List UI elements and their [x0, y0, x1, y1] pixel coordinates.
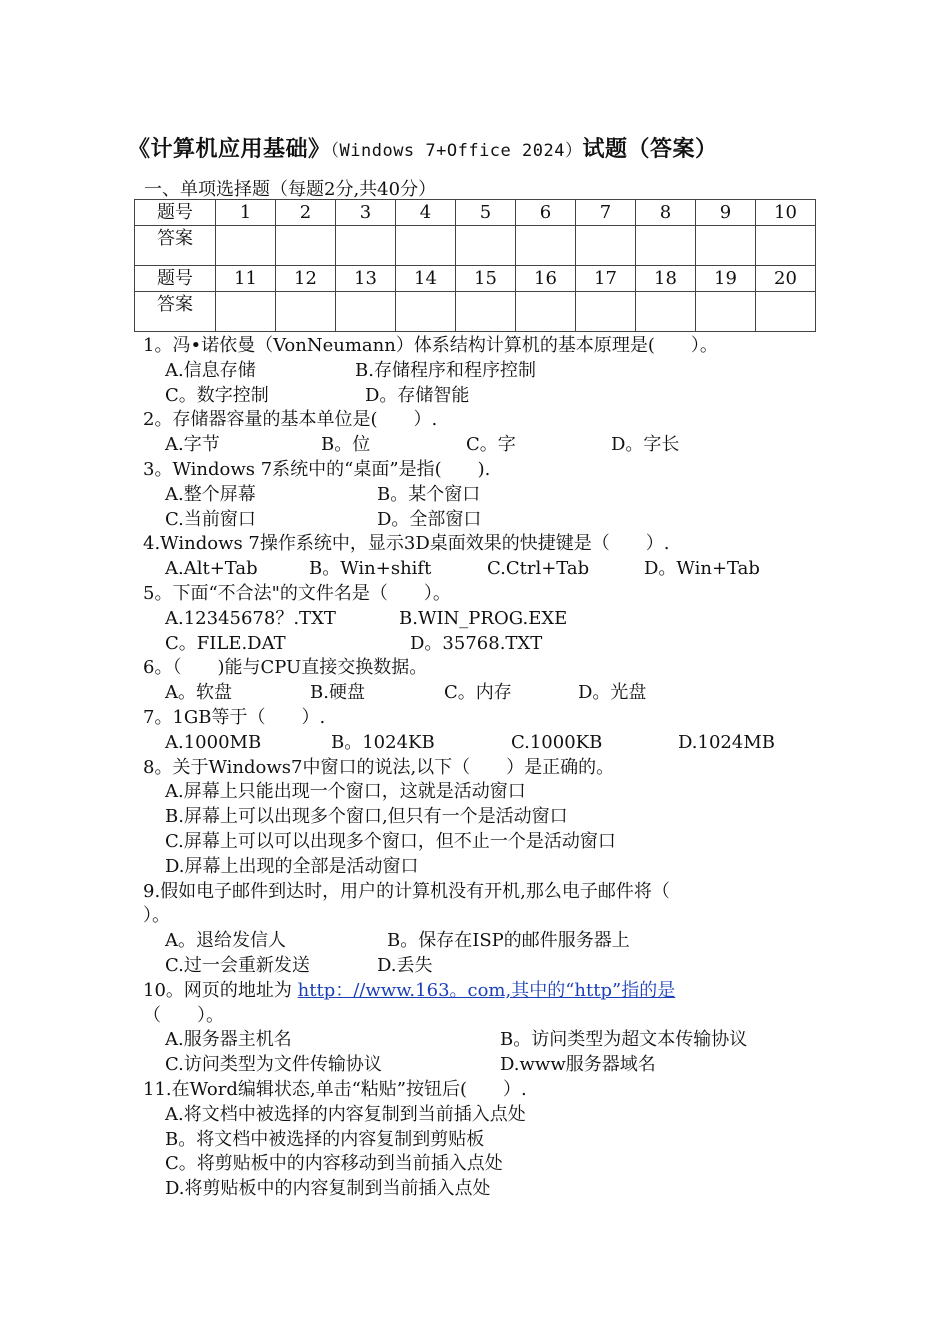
number-cell: 12 — [276, 266, 336, 292]
label-cell: 题号 — [135, 266, 216, 292]
option-row — [143, 830, 823, 855]
option[interactable]: B。1024KB — [331, 731, 435, 753]
question-list — [143, 334, 823, 1202]
table-row — [135, 200, 816, 226]
option[interactable]: D.www服务器域名 — [500, 1054, 656, 1076]
option[interactable]: A.屏幕上只能出现一个窗口，这就是活动窗口 — [165, 781, 526, 803]
table-row — [135, 226, 816, 266]
answer-cell[interactable] — [696, 226, 756, 266]
question-stem: 3。Windows 7系统中的“桌面”是指( ). — [143, 458, 491, 480]
option[interactable]: C。FILE.DAT — [165, 632, 286, 654]
title-middle: （Windows 7+Office 2024） — [330, 141, 583, 161]
answer-cell[interactable] — [216, 226, 276, 266]
option[interactable]: A.整个屏幕 — [165, 483, 256, 505]
number-cell: 20 — [756, 266, 816, 292]
label-cell: 答案 — [135, 292, 216, 332]
question-stem — [143, 979, 823, 1004]
answer-cell[interactable] — [396, 226, 456, 266]
number-cell: 6 — [516, 200, 576, 226]
option[interactable]: C.1000KB — [511, 731, 603, 753]
option-row — [143, 359, 823, 384]
answer-cell[interactable] — [276, 226, 336, 266]
option-row — [143, 731, 823, 756]
question-stem-continued: ）。 — [143, 905, 170, 927]
option[interactable]: D。存储智能 — [365, 384, 470, 406]
option[interactable]: D。35768.TXT — [410, 632, 543, 654]
number-cell: 18 — [636, 266, 696, 292]
option-row — [143, 1028, 823, 1053]
answer-cell[interactable] — [456, 226, 516, 266]
label-cell: 题号 — [135, 200, 216, 226]
number-cell: 4 — [396, 200, 456, 226]
option[interactable]: A。退给发信人 — [165, 930, 286, 952]
option[interactable]: A.1000MB — [165, 731, 262, 753]
option-row — [143, 1128, 823, 1153]
option[interactable]: A.将文档中被选择的内容复制到当前插入点处 — [165, 1103, 526, 1125]
number-cell: 19 — [696, 266, 756, 292]
answer-cell[interactable] — [456, 292, 516, 332]
option[interactable]: C。字 — [466, 434, 516, 456]
number-cell: 3 — [336, 200, 396, 226]
answer-table — [134, 199, 816, 332]
option[interactable]: D.1024MB — [678, 731, 775, 753]
option-row — [143, 607, 823, 632]
question-stem: 8。关于Windows7中窗口的说法,以下（ ）是正确的。 — [143, 756, 615, 778]
number-cell: 8 — [636, 200, 696, 226]
option-row — [143, 433, 823, 458]
answer-cell[interactable] — [396, 292, 456, 332]
option-row — [143, 681, 823, 706]
option[interactable]: B。保存在ISP的邮件服务器上 — [387, 930, 630, 952]
option[interactable]: A.12345678？.TXT — [165, 607, 336, 629]
option[interactable]: C.当前窗口 — [165, 508, 256, 530]
option[interactable]: B.存储程序和程序控制 — [355, 359, 536, 381]
option-row — [143, 805, 823, 830]
table-row — [135, 266, 816, 292]
number-cell: 5 — [456, 200, 516, 226]
number-cell: 1 — [216, 200, 276, 226]
option[interactable]: C。将剪贴板中的内容移动到当前插入点处 — [165, 1153, 503, 1175]
option-row — [143, 929, 823, 954]
option[interactable]: A。软盘 — [165, 682, 232, 704]
option[interactable]: D.丢失 — [377, 954, 433, 976]
answer-cell[interactable] — [756, 226, 816, 266]
answer-cell[interactable] — [756, 292, 816, 332]
option-row — [143, 508, 823, 533]
answer-cell[interactable] — [576, 292, 636, 332]
option[interactable]: B。位 — [321, 434, 371, 456]
option[interactable]: D.将剪贴板中的内容复制到当前插入点处 — [165, 1178, 491, 1200]
url-link[interactable]: http：//www.163。com,其中的“http”指的是 — [297, 979, 676, 1001]
number-cell: 15 — [456, 266, 516, 292]
answer-cell[interactable] — [336, 226, 396, 266]
question-stem: 11.在Word编辑状态,单击“粘贴”按钮后( ）. — [143, 1078, 527, 1100]
option-row — [143, 780, 823, 805]
number-cell: 9 — [696, 200, 756, 226]
option[interactable]: D。Win+Tab — [644, 558, 760, 580]
section-heading: 一、单项选择题（每题2分,共40分） — [144, 179, 437, 200]
option-row — [143, 855, 823, 880]
table-row — [135, 292, 816, 332]
option[interactable]: C.过一会重新发送 — [165, 954, 310, 976]
answer-cell[interactable] — [636, 226, 696, 266]
answer-cell[interactable] — [516, 226, 576, 266]
number-cell: 2 — [276, 200, 336, 226]
option-row — [143, 483, 823, 508]
option[interactable]: B.屏幕上可以出现多个窗口,但只有一个是活动窗口 — [165, 806, 568, 828]
option[interactable]: D.屏幕上出现的全部是活动窗口 — [165, 855, 419, 877]
number-cell: 17 — [576, 266, 636, 292]
option[interactable]: A.Alt+Tab — [165, 558, 258, 580]
question-stem: 9.假如电子邮件到达时，用户的计算机没有开机,那么电子邮件将（ — [143, 880, 670, 902]
answer-cell[interactable] — [516, 292, 576, 332]
answer-cell[interactable] — [636, 292, 696, 332]
option-row — [143, 1053, 823, 1078]
option[interactable]: B。访问类型为超文本传输协议 — [500, 1029, 748, 1051]
title-left: 《计算机应用基础》 — [128, 136, 331, 162]
number-cell: 16 — [516, 266, 576, 292]
option[interactable]: D。字长 — [611, 434, 680, 456]
label-cell: 答案 — [135, 226, 216, 266]
question-stem-continued: （ ）。 — [143, 1004, 224, 1026]
page-title — [128, 132, 828, 163]
option-row — [143, 557, 823, 582]
question-stem-text: 10。网页的地址为 — [143, 979, 298, 1001]
option-row — [143, 1103, 823, 1128]
answer-cell[interactable] — [336, 292, 396, 332]
option[interactable]: A.信息存储 — [165, 359, 256, 381]
number-cell: 14 — [396, 266, 456, 292]
answer-cell[interactable] — [276, 292, 336, 332]
number-cell: 7 — [576, 200, 636, 226]
option[interactable]: B。将文档中被选择的内容复制到剪贴板 — [165, 1128, 485, 1150]
option[interactable]: D。光盘 — [578, 682, 647, 704]
number-cell: 13 — [336, 266, 396, 292]
option[interactable]: D。全部窗口 — [377, 508, 482, 530]
option-row — [143, 384, 823, 409]
option[interactable]: A.服务器主机名 — [165, 1029, 292, 1051]
option[interactable]: B.WIN_PROG.EXE — [399, 607, 568, 629]
option-row — [143, 632, 823, 657]
question-stem: 5。下面“不合法"的文件名是（ ）。 — [143, 582, 451, 604]
option-row — [143, 1152, 823, 1177]
option[interactable]: A.字节 — [165, 434, 220, 456]
option[interactable]: C.Ctrl+Tab — [487, 558, 590, 580]
number-cell: 11 — [216, 266, 276, 292]
answer-cell[interactable] — [216, 292, 276, 332]
option[interactable]: C.访问类型为文件传输协议 — [165, 1054, 382, 1076]
question-stem: 6。（ )能与CPU直接交换数据。 — [143, 657, 428, 679]
option[interactable]: C。数字控制 — [165, 384, 269, 406]
answer-cell[interactable] — [576, 226, 636, 266]
option[interactable]: B。某个窗口 — [377, 483, 481, 505]
question-stem: 1。冯•诺依曼（VonNeumann）体系结构计算机的基本原理是( ）。 — [143, 335, 718, 356]
option[interactable]: C。内存 — [444, 682, 512, 704]
option[interactable]: B.硬盘 — [310, 682, 365, 704]
number-cell: 10 — [756, 200, 816, 226]
answer-cell[interactable] — [696, 292, 756, 332]
question-stem: 7。1GB等于（ ）. — [143, 706, 326, 728]
title-right: 试题（答案） — [582, 136, 718, 162]
option-row — [143, 954, 823, 979]
question-stem: 2。存储器容量的基本单位是( ）. — [143, 409, 438, 431]
option[interactable]: B。Win+shift — [309, 558, 432, 580]
question-stem: 4.Windows 7操作系统中，显示3D桌面效果的快捷键是（ ）. — [143, 533, 670, 555]
option-row — [143, 1177, 823, 1202]
option[interactable]: C.屏幕上可以可以出现多个窗口，但不止一个是活动窗口 — [165, 830, 616, 852]
